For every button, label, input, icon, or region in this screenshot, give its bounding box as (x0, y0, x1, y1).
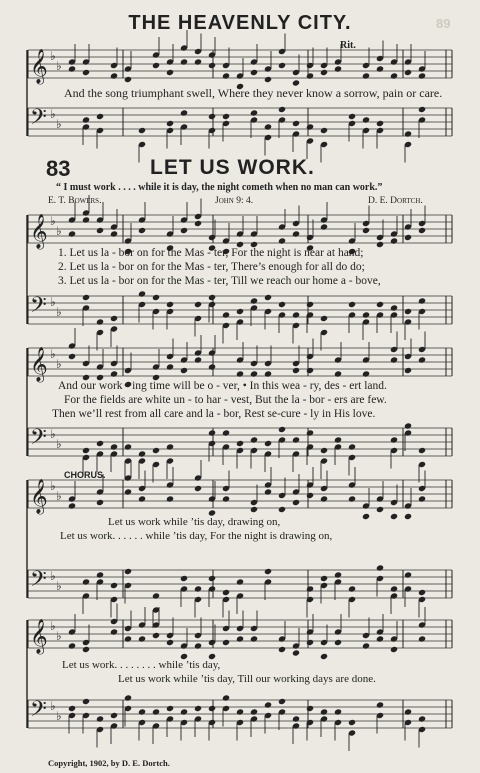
note-head (264, 440, 272, 447)
treble-clef-icon: 𝄞 (30, 619, 48, 654)
note-head (390, 585, 398, 592)
note-head (404, 130, 412, 137)
note-head (110, 582, 118, 589)
note-head (124, 76, 132, 83)
note-head (306, 429, 314, 436)
note-head (194, 642, 202, 649)
note-head (222, 311, 230, 318)
note-head (208, 62, 216, 69)
note-head (320, 447, 328, 454)
note-head (236, 370, 244, 377)
note-head (152, 632, 160, 639)
note-head (194, 705, 202, 712)
note-head (138, 450, 146, 457)
note-head (82, 216, 90, 223)
note-head (68, 65, 76, 72)
epigraph: “ I must work . . . . while it is day, the night cometh when no man can work.” (56, 182, 383, 193)
note-head (264, 701, 272, 708)
note-head (418, 297, 426, 304)
note-head (208, 294, 216, 301)
note-head (180, 109, 188, 116)
note-head (418, 715, 426, 722)
note-head (194, 585, 202, 592)
note-head (110, 72, 118, 79)
note-head (222, 429, 230, 436)
verse-3-line-1: 3. Let us la - bor on for the Mas - ter, Till we reach our home a - bove, (58, 275, 381, 287)
treble-clef-icon: 𝄞 (30, 479, 48, 514)
note-head (236, 440, 244, 447)
note-head (152, 294, 160, 301)
note-head (138, 290, 146, 297)
note-head (376, 120, 384, 127)
note-head (110, 443, 118, 450)
bass-clef-icon: 𝄢 (30, 425, 47, 455)
note-head (208, 429, 216, 436)
note-head (362, 513, 370, 520)
note-head (110, 230, 118, 237)
bass-clef-icon: 𝄢 (30, 293, 47, 323)
note-head (82, 69, 90, 76)
flat-icon: ♭ (56, 357, 62, 371)
note-head (390, 304, 398, 311)
note-head (138, 227, 146, 234)
note-head (404, 513, 412, 520)
note-head (96, 440, 104, 447)
note-head (278, 62, 286, 69)
note-head (152, 447, 160, 454)
note-head (334, 436, 342, 443)
note-head (292, 649, 300, 656)
note-head (208, 363, 216, 370)
note-head (390, 436, 398, 443)
flat-icon: ♭ (56, 224, 62, 238)
note-head (320, 495, 328, 502)
note-head (96, 571, 104, 578)
note-head (96, 318, 104, 325)
verse-2-line-1: 2. Let us la - bor on for the Mas - ter, There’s enough for all do do; (58, 261, 365, 273)
note-head (208, 705, 216, 712)
note-head (376, 506, 384, 513)
note-head (418, 227, 426, 234)
note-head (376, 301, 384, 308)
note-head (250, 436, 258, 443)
note-head (222, 589, 230, 596)
note-head (362, 72, 370, 79)
flat-icon: ♭ (56, 489, 62, 503)
chorus-lyric-1: Let us work while ’tis day, drawing on, (108, 516, 281, 528)
treble-clef-icon: 𝄞 (30, 214, 48, 249)
note-head (222, 113, 230, 120)
note-head (236, 708, 244, 715)
note-head (306, 301, 314, 308)
flat-icon: ♭ (50, 427, 56, 441)
note-head (292, 436, 300, 443)
note-head (166, 301, 174, 308)
note-head (166, 443, 174, 450)
note-head (278, 426, 286, 433)
treble-staff (28, 620, 452, 648)
note-head (306, 72, 314, 79)
note-head (362, 116, 370, 123)
composer-credit: D. E. Dortch. (368, 196, 423, 206)
note-head (334, 65, 342, 72)
note-head (306, 705, 314, 712)
note-head (152, 708, 160, 715)
note-head (278, 698, 286, 705)
flat-icon: ♭ (50, 49, 56, 63)
note-head (194, 220, 202, 227)
flat-icon: ♭ (50, 107, 56, 121)
note-head (96, 227, 104, 234)
note-head (138, 635, 146, 642)
note-head (68, 502, 76, 509)
treble-clef-icon: 𝄞 (30, 347, 48, 382)
note-head (138, 495, 146, 502)
bass-clef-icon: 𝄢 (30, 105, 47, 135)
note-head (418, 356, 426, 363)
note-head (194, 485, 202, 492)
flat-icon: ♭ (56, 117, 62, 131)
note-head (96, 715, 104, 722)
note-head (404, 234, 412, 241)
note-head (166, 69, 174, 76)
note-head (278, 237, 286, 244)
note-head (278, 646, 286, 653)
note-head (278, 301, 286, 308)
bass-clef-icon: 𝄢 (30, 567, 47, 597)
chorus-lyric-3: Let us work. . . . . . . . while ’tis day, (62, 659, 221, 671)
note-head (222, 72, 230, 79)
note-head (250, 708, 258, 715)
note-head (124, 635, 132, 642)
note-head (82, 447, 90, 454)
note-head (96, 499, 104, 506)
note-head (264, 568, 272, 575)
chorus-label: CHORUS. (64, 470, 106, 480)
note-head (82, 116, 90, 123)
note-head (320, 127, 328, 134)
note-head (418, 447, 426, 454)
note-head (390, 356, 398, 363)
page-number: 89 (436, 16, 451, 31)
note-head (320, 708, 328, 715)
note-head (404, 308, 412, 315)
note-head (124, 694, 132, 701)
flat-icon: ♭ (56, 579, 62, 593)
note-head (264, 294, 272, 301)
note-head (264, 123, 272, 130)
note-head (208, 113, 216, 120)
running-title: THE HEAVENLY CITY. (128, 12, 352, 34)
note-head (320, 575, 328, 582)
note-head (320, 315, 328, 322)
verse-3-line-2: Then we’ll rest from all care and la - bor, Rest se-cure - ly in His love. (52, 408, 376, 420)
note-head (390, 237, 398, 244)
note-head (348, 585, 356, 592)
note-head (152, 592, 160, 599)
note-head (376, 564, 384, 571)
note-head (376, 241, 384, 248)
note-head (362, 227, 370, 234)
note-head (124, 443, 132, 450)
author-credit: E. T. Bowers. (48, 196, 102, 206)
bass-staff (28, 108, 452, 136)
note-head (292, 715, 300, 722)
note-head (250, 635, 258, 642)
note-head (390, 646, 398, 653)
note-head (278, 506, 286, 513)
flat-icon: ♭ (50, 699, 56, 713)
note-head (180, 227, 188, 234)
note-head (124, 488, 132, 495)
note-head (250, 109, 258, 116)
note-head (166, 363, 174, 370)
note-head (404, 708, 412, 715)
note-head (418, 106, 426, 113)
note-head (110, 628, 118, 635)
note-head (376, 635, 384, 642)
tempo-mark: Rit. (340, 40, 356, 51)
flat-icon: ♭ (50, 214, 56, 228)
flat-icon: ♭ (56, 59, 62, 73)
flat-icon: ♭ (50, 619, 56, 633)
flat-icon: ♭ (56, 709, 62, 723)
note-head (96, 113, 104, 120)
note-head (236, 578, 244, 585)
note-head (166, 120, 174, 127)
note-head (68, 705, 76, 712)
note-head (306, 639, 314, 646)
note-head (222, 639, 230, 646)
note-head (320, 653, 328, 660)
note-head (250, 297, 258, 304)
note-head (250, 370, 258, 377)
note-head (82, 578, 90, 585)
treble-staff (28, 480, 452, 508)
note-head (180, 575, 188, 582)
flat-icon: ♭ (50, 569, 56, 583)
note-head (124, 568, 132, 575)
note-head (292, 120, 300, 127)
note-head (152, 62, 160, 69)
note-head (306, 585, 314, 592)
note-head (194, 58, 202, 65)
note-head (110, 315, 118, 322)
note-head (264, 76, 272, 83)
note-head (68, 230, 76, 237)
note-head (404, 367, 412, 374)
note-head (138, 127, 146, 134)
note-head (348, 113, 356, 120)
note-head (264, 488, 272, 495)
note-head (138, 708, 146, 715)
note-head (292, 311, 300, 318)
note-head (418, 635, 426, 642)
bass-clef-icon: 𝄢 (30, 697, 47, 727)
note-head (334, 639, 342, 646)
note-head (236, 308, 244, 315)
hymn-number: 83 (46, 156, 71, 181)
note-head (404, 422, 412, 429)
note-head (292, 230, 300, 237)
note-head (348, 719, 356, 726)
note-head (250, 69, 258, 76)
chorus-lyric-2: Let us work. . . . . . while ’tis day, For the night is drawing on, (60, 530, 333, 542)
note-head (208, 575, 216, 582)
verse-2-line-2: For the fields are white un - to har - vest, But the la - bor - ers are few. (64, 394, 387, 406)
note-head (348, 495, 356, 502)
note-head (376, 701, 384, 708)
note-head (418, 72, 426, 79)
note-head (362, 311, 370, 318)
flat-icon: ♭ (50, 479, 56, 493)
note-head (362, 370, 370, 377)
top-lyric: And the song triumphant swell, Where they never know a sorrow, pain or care. (64, 86, 443, 100)
note-head (222, 495, 230, 502)
note-head (110, 370, 118, 377)
note-head (110, 712, 118, 719)
note-head (320, 223, 328, 230)
note-head (68, 642, 76, 649)
hymn-title: LET US WORK. (150, 156, 315, 179)
flat-icon: ♭ (56, 437, 62, 451)
note-head (68, 353, 76, 360)
treble-staff (28, 215, 452, 243)
note-head (390, 513, 398, 520)
verse-1-line-2: And our work - ing time will be o - ver, • In this wea - ry, des - ert land. (58, 380, 387, 392)
note-head (166, 495, 174, 502)
note-head (180, 367, 188, 374)
note-head (292, 367, 300, 374)
note-head (166, 705, 174, 712)
note-head (82, 698, 90, 705)
note-head (292, 499, 300, 506)
note-head (348, 443, 356, 450)
note-head (404, 571, 412, 578)
note-head (334, 708, 342, 715)
note-head (82, 294, 90, 301)
chorus-lyric-4: Let us work while ’tis day, Till our working days are done. (118, 673, 376, 685)
note-head (180, 708, 188, 715)
verse-1-line-1: 1. Let us la - bor on for the Mas - ter, For the night is near at hand; (58, 247, 364, 259)
note-head (250, 506, 258, 513)
note-head (306, 492, 314, 499)
note-head (418, 589, 426, 596)
note-head (348, 301, 356, 308)
note-head (306, 123, 314, 130)
note-head (362, 642, 370, 649)
note-head (236, 635, 244, 642)
note-head (166, 639, 174, 646)
note-head (334, 571, 342, 578)
note-head (82, 646, 90, 653)
note-head (404, 69, 412, 76)
note-head (264, 370, 272, 377)
flat-icon: ♭ (50, 347, 56, 361)
note-head (222, 694, 230, 701)
note-head (376, 65, 384, 72)
note-head (320, 69, 328, 76)
note-head (278, 106, 286, 113)
note-head (306, 367, 314, 374)
flat-icon: ♭ (50, 295, 56, 309)
flat-icon: ♭ (56, 629, 62, 643)
treble-clef-icon: 𝄞 (30, 49, 48, 84)
flat-icon: ♭ (56, 305, 62, 319)
note-head (194, 301, 202, 308)
note-head (180, 58, 188, 65)
scripture-reference: John 9: 4. (215, 196, 254, 206)
note-head (418, 495, 426, 502)
note-head (334, 370, 342, 377)
note-head (390, 72, 398, 79)
copyright-notice: Copyright, 1902, by D. E. Dortch. (48, 758, 170, 768)
note-head (194, 356, 202, 363)
